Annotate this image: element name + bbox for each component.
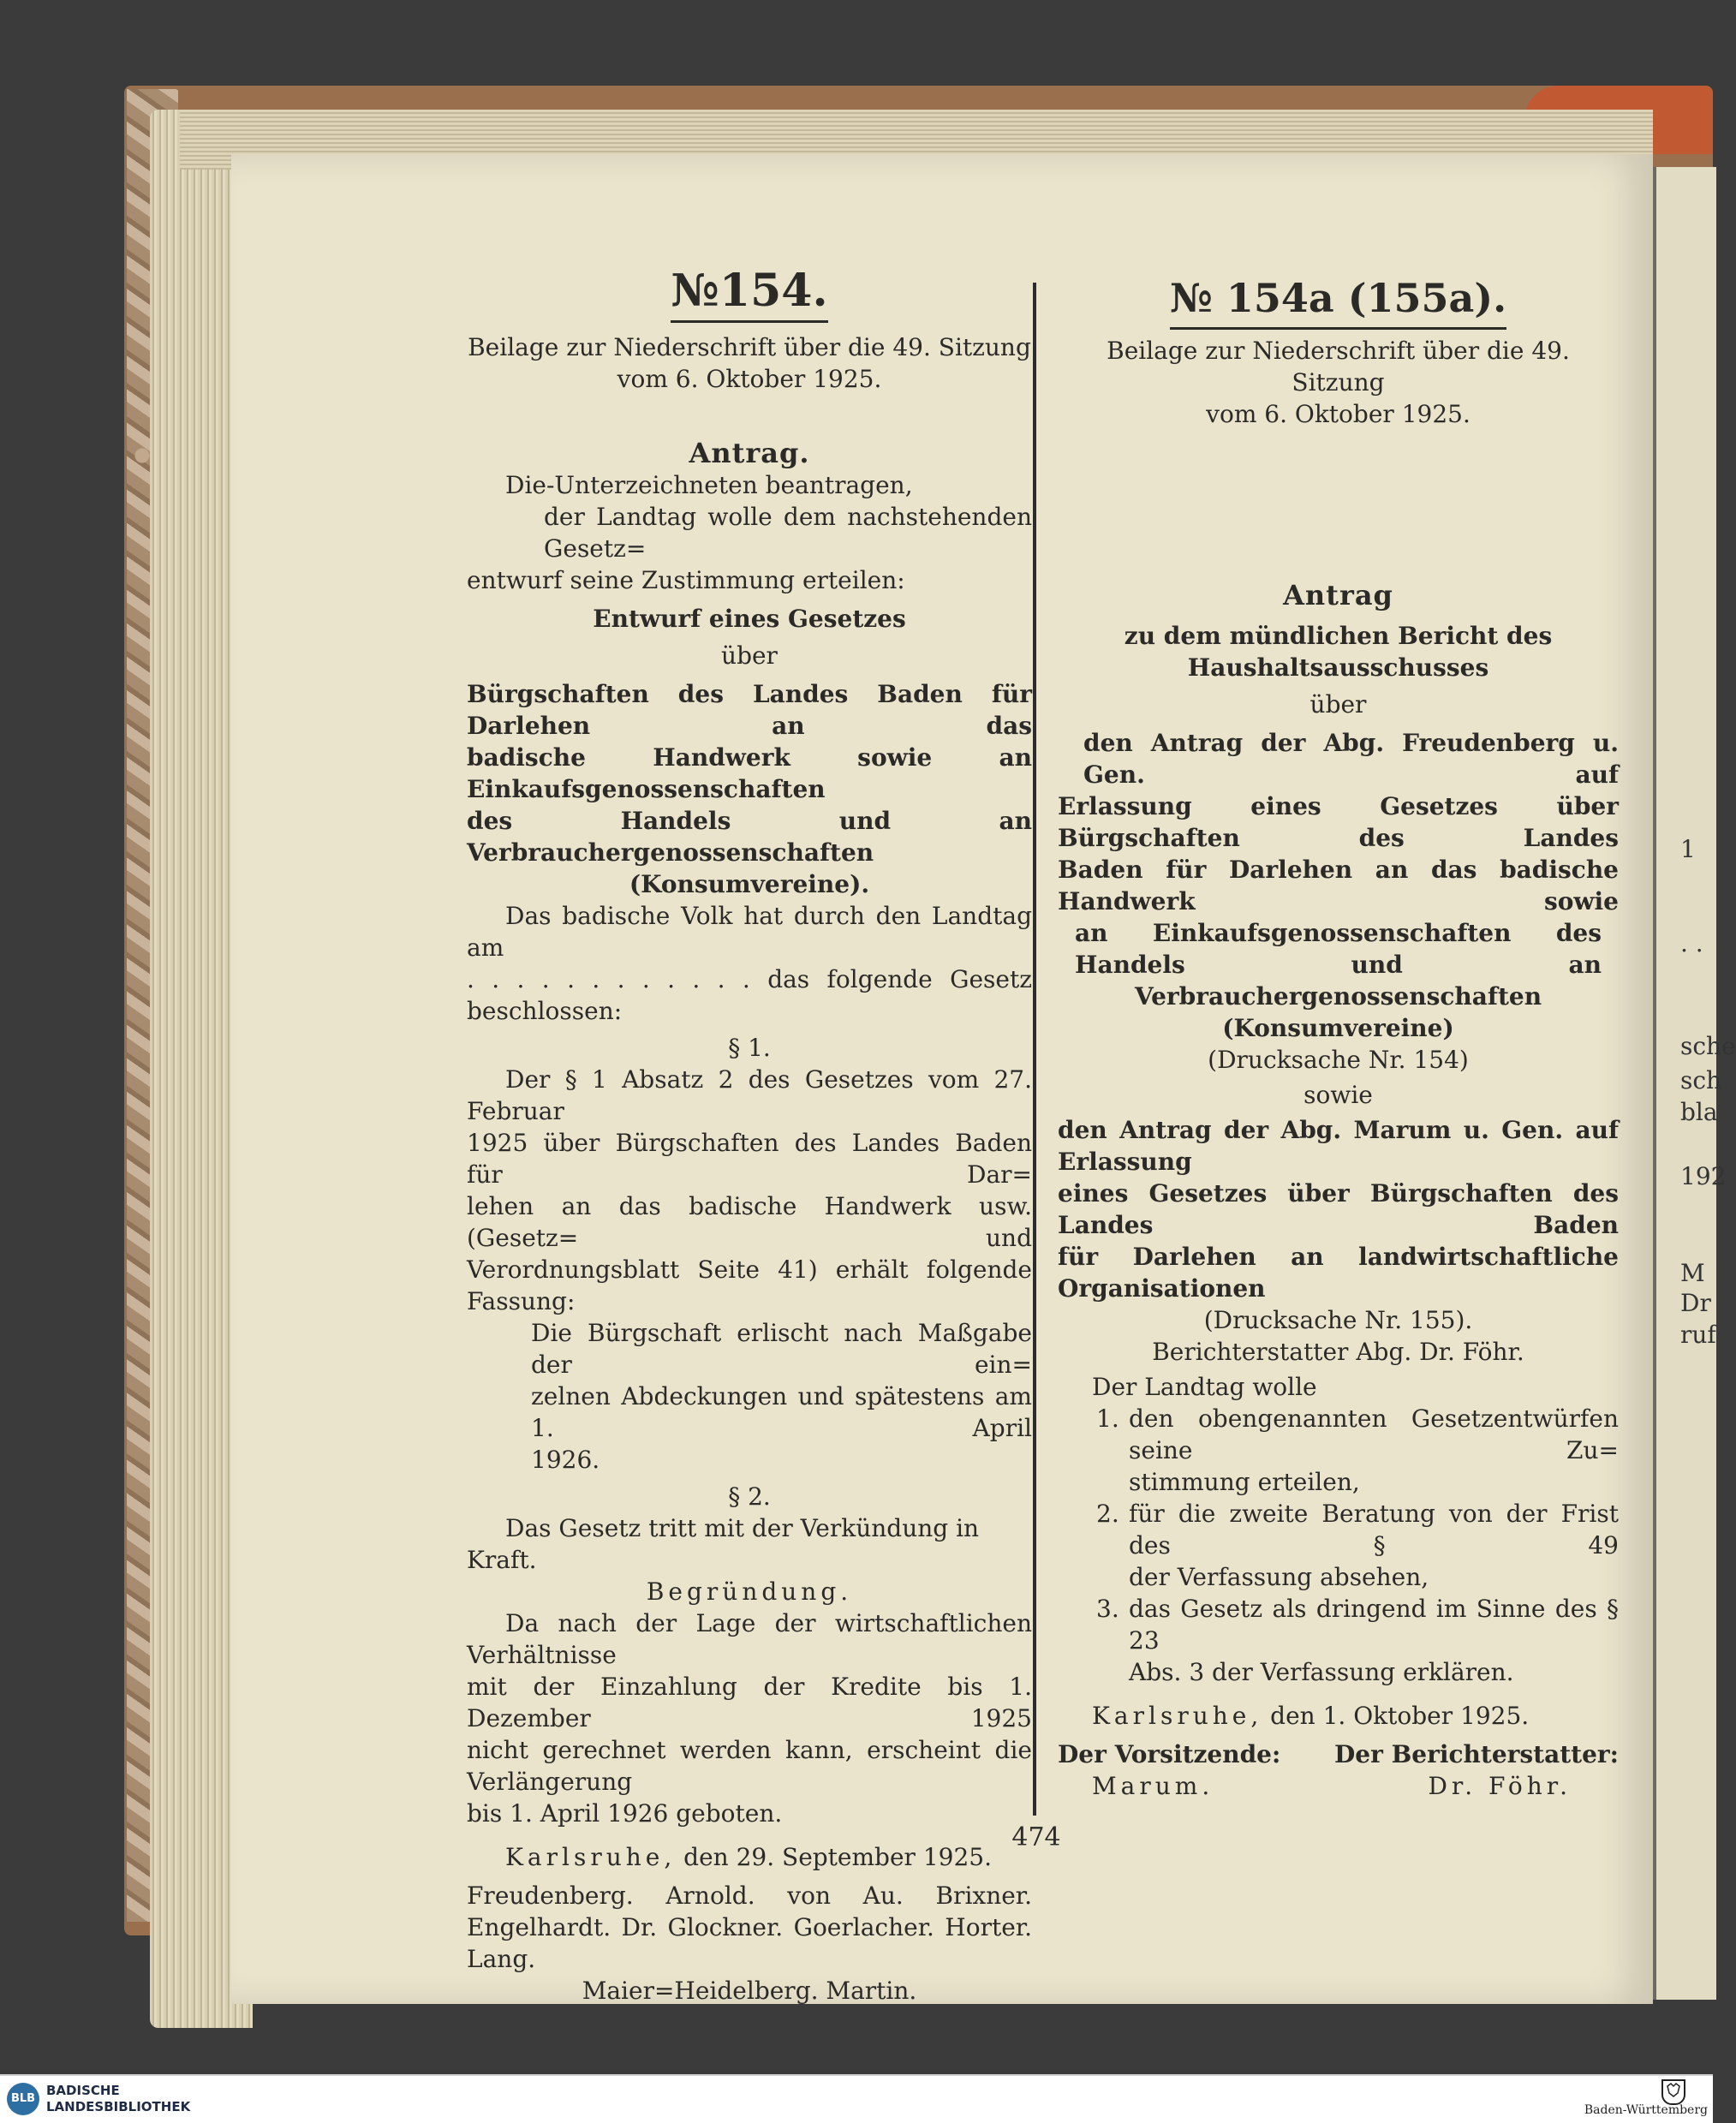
fragment: 1 (1680, 835, 1696, 863)
entwurf-heading: Entwurf eines Gesetzes (593, 605, 906, 633)
signature-names (1058, 1770, 1619, 1802)
item-number: 1. (1096, 1404, 1119, 1433)
intro-line: Die-Unterzeichneten beantragen, (505, 471, 913, 499)
text-line: lehen an das badische Handwerk usw. (Gesetz= und (467, 1192, 1032, 1252)
list-item (1058, 1498, 1619, 1593)
list-item (1058, 1403, 1619, 1498)
intro-line: der Landtag wolle dem nachstehenden Gesetz= (544, 503, 1032, 563)
antrag-line: den Antrag der Abg. Marum u. Gen. auf Erlassung (1058, 1116, 1619, 1176)
fragment: . . (1680, 929, 1703, 957)
place-date (467, 1841, 1032, 1873)
list-item (1058, 1593, 1619, 1688)
berichterstatter-name: Dr. Föhr. (1428, 1772, 1572, 1800)
law-title (467, 678, 1032, 900)
section-heading: § 2. (728, 1482, 771, 1511)
law-title-line: badische Handwerk sowie an Einkaufsgenossenschaften (467, 743, 1032, 803)
drucksache: (Drucksache Nr. 155). (1203, 1306, 1473, 1334)
page-number: 474 (1011, 1822, 1061, 1852)
next-page-fragments (1680, 0, 1736, 2121)
berichterstatter-label: Der Berichterstatter: (1334, 1740, 1619, 1768)
sowie-label: sowie (1303, 1081, 1373, 1109)
landtag-wolle: Der Landtag wolle (1092, 1373, 1317, 1401)
fragment: M (1680, 1259, 1705, 1287)
item-line: Abs. 3 der Verfassung erklären. (1129, 1658, 1514, 1686)
signature-line: Engelhardt. Dr. Glockner. Goerlacher. Horter. Lang. (467, 1913, 1032, 1973)
antrag-line: für Darlehen an landwirtschaftliche Organisationen (1058, 1243, 1619, 1303)
beilage-line: Beilage zur Niederschrift über die 49. Sitzung (1107, 337, 1570, 397)
beilage-line: vom 6. Oktober 1925. (617, 365, 882, 393)
vorsitzende-name: Marum. (1092, 1772, 1214, 1800)
signatures (467, 1880, 1032, 2007)
fragment: 192 (1680, 1162, 1727, 1190)
fragment: sche (1680, 1032, 1736, 1060)
ueber-label: über (721, 641, 778, 670)
column-divider (1033, 283, 1036, 1816)
right-column (1058, 272, 1619, 1802)
date: den 1. Oktober 1925. (1262, 1702, 1530, 1730)
document-number: № 154a (155a). (1170, 272, 1506, 330)
signature-line: Maier=Heidelberg. Martin. (582, 1977, 917, 2005)
antrag-heading: Antrag (1283, 579, 1393, 611)
library-name-line: LANDESBIBLIOTHEK (46, 2099, 191, 2114)
item-line: der Verfassung absehen, (1129, 1563, 1429, 1591)
quote-block (467, 1317, 1032, 1476)
date: den 29. September 1925. (676, 1843, 992, 1871)
law-title-line: Bürgschaften des Landes Baden für Darlehen an das (467, 680, 1032, 740)
place: Karlsruhe, (505, 1843, 677, 1871)
antrag-2 (1058, 1114, 1619, 1304)
vorsitzende-label: Der Vorsitzende: (1058, 1740, 1281, 1768)
quote-line: Die Bürgschaft erlischt nach Maßgabe der ein= (531, 1319, 1032, 1379)
fragment: sch (1680, 1066, 1722, 1094)
antrag-line: Erlassung eines Gesetzes über Bürgschaften des Landes (1058, 792, 1619, 852)
fragment: Dr (1680, 1289, 1711, 1317)
antrag-line: Verbrauchergenossenschaften (Konsumvereine) (1134, 982, 1542, 1042)
document-number: №154. (671, 265, 827, 323)
coat-of-arms-icon (1661, 2079, 1685, 2105)
text-line: nicht gerechnet werden kann, erscheint die Verlängerung (467, 1736, 1032, 1796)
place: Karlsruhe, (1092, 1702, 1263, 1730)
item-number: 3. (1096, 1595, 1119, 1623)
berichterstatter-line: Berichterstatter Abg. Dr. Föhr. (1152, 1338, 1524, 1366)
signature-labels (1058, 1738, 1619, 1770)
text-line: mit der Einzahlung der Kredite bis 1. Dezember 1925 (467, 1673, 1032, 1732)
fragment: ruf (1680, 1321, 1716, 1349)
begruendung-heading: Begründung. (646, 1577, 853, 1606)
text-line: Das Gesetz tritt mit der Verkündung in Kraft. (467, 1514, 980, 1574)
antrag-line: Baden für Darlehen an das badische Handwerk sowie (1058, 856, 1619, 915)
library-name[interactable] (46, 2083, 190, 2115)
text-line: Der § 1 Absatz 2 des Gesetzes vom 27. Februar (467, 1065, 1032, 1125)
item-line: den obengenannten Gesetzentwürfen seine Zu= (1129, 1404, 1619, 1464)
antrag-line: den Antrag der Abg. Freudenberg u. Gen. auf (1083, 729, 1619, 789)
item-line: für die zweite Beratung von der Frist des § 49 (1129, 1500, 1619, 1559)
text-line: Verordnungsblatt Seite 41) erhält folgende Fassung: (467, 1255, 1032, 1315)
quote-line: 1926. (531, 1446, 600, 1474)
item-line: stimmung erteilen, (1129, 1468, 1360, 1496)
beilage-line: Beilage zur Niederschrift über die 49. Sitzung (468, 333, 1031, 361)
blb-logo-icon[interactable]: BLB (7, 2083, 39, 2115)
section-heading: § 1. (728, 1034, 771, 1062)
drucksache: (Drucksache Nr. 154) (1208, 1046, 1469, 1074)
text-line: 1925 über Bürgschaften des Landes Baden für Dar= (467, 1129, 1032, 1189)
intro-line: entwurf seine Zustimmung erteilen: (467, 566, 905, 594)
antrag-line: eines Gesetzes über Bürgschaften des Landes Baden (1058, 1179, 1619, 1239)
text-line: . . . . . . . . . . . . das folgende Gesetz beschlossen: (467, 965, 1032, 1025)
zu-dem-line: zu dem mündlichen Bericht des Haushaltsausschusses (1124, 622, 1553, 682)
antrag-heading: Antrag. (689, 437, 810, 469)
quote-line: zelnen Abdeckungen und spätestens am 1. April (531, 1382, 1032, 1442)
item-line: das Gesetz als dringend im Sinne des § 23 (1129, 1595, 1619, 1655)
fragment: bla (1680, 1098, 1718, 1126)
place-date (1058, 1700, 1619, 1732)
beilage-line: vom 6. Oktober 1925. (1206, 400, 1471, 428)
item-number: 2. (1096, 1500, 1119, 1528)
resolution-list (1058, 1403, 1619, 1688)
signature-line: Freudenberg. Arnold. von Au. Brixner. (467, 1881, 1032, 1910)
antrag-1 (1058, 727, 1619, 1044)
library-name-line: BADISCHE (46, 2083, 120, 2098)
text-line: Da nach der Lage der wirtschaftlichen Verhältnisse (467, 1609, 1032, 1669)
antrag-line: an Einkaufsgenossenschaften des Handels und an (1075, 919, 1602, 979)
law-title-line: (Konsumvereine). (629, 870, 870, 898)
left-column (467, 265, 1032, 2007)
text-line: Das badische Volk hat durch den Landtag am (467, 902, 1032, 962)
law-title-line: des Handels und an Verbrauchergenossenschaften (467, 807, 1032, 867)
ueber-label: über (1309, 690, 1367, 719)
footer-bar (0, 2074, 1713, 2123)
text-line: bis 1. April 1926 geboten. (467, 1799, 783, 1828)
state-label: Baden-Württemberg (1584, 2103, 1708, 2117)
